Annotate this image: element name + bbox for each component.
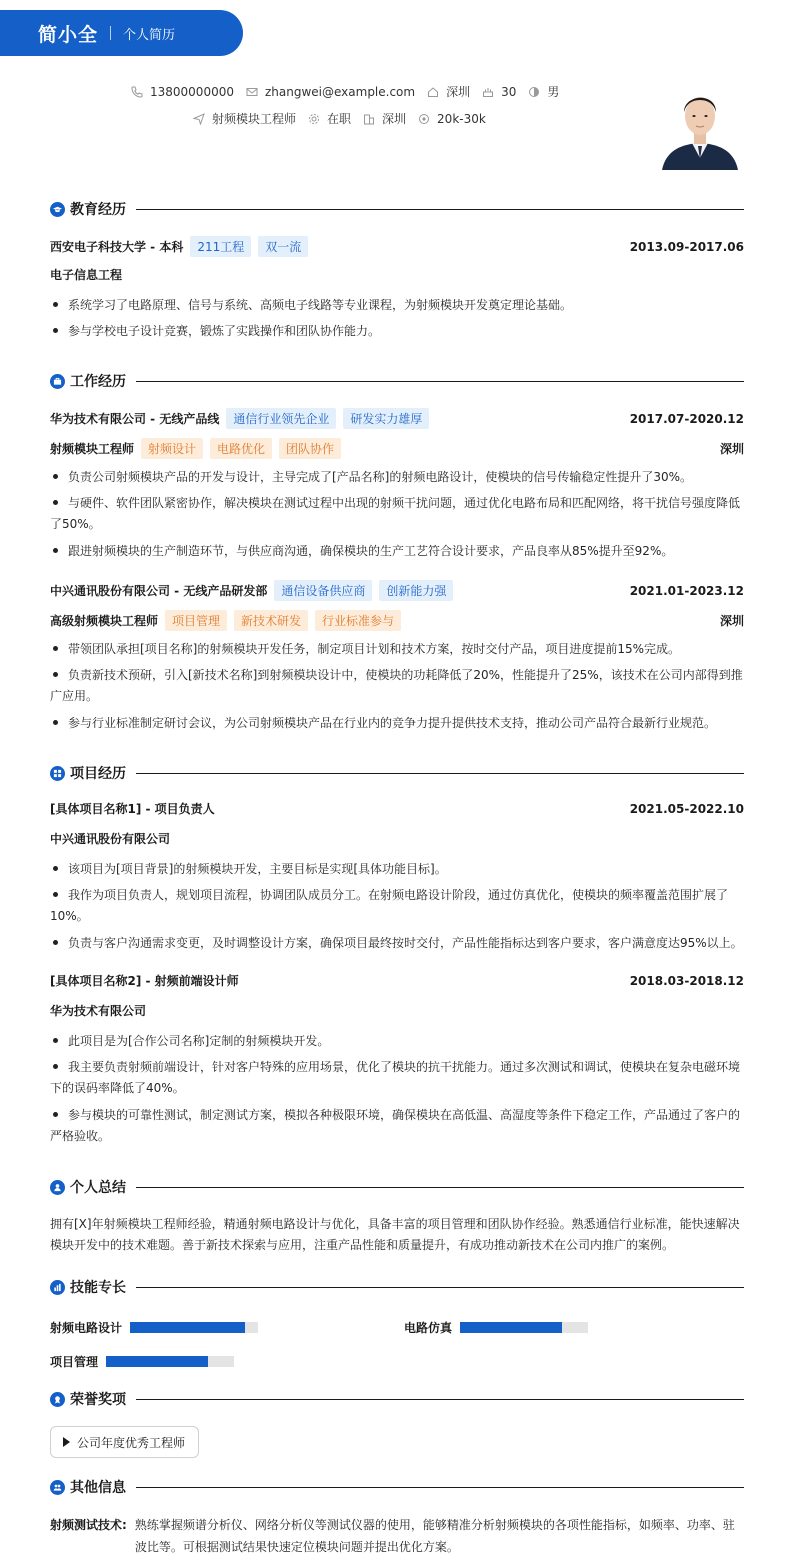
other-label: 射频测试技术: [50, 1518, 127, 1532]
role-tag: 行业标准参与 [315, 610, 401, 631]
project-header [50, 800, 744, 817]
list-item: 负责新技术预研，引入[新技术名称]到射频模块设计中，使模块的功耗降低了20%，性能提升了25%，该技术在公司内部得到推广应用。 [50, 668, 743, 703]
skill-bar [460, 1322, 588, 1333]
role-tag: 电路优化 [210, 438, 272, 459]
list-item: 跟进射频模块的生产制造环节，与供应商沟通，确保模块的生产工艺符合设计要求，产品良率从85%提升至92%。 [50, 541, 744, 562]
skill-item: 射频电路设计 [50, 1319, 258, 1336]
contact-gender: 男 [528, 83, 559, 100]
list-item: 带领团队承担[项目名称]的射频模块开发任务，制定项目计划和技术方案，按时交付产品，项目进度提前15%完成。 [50, 639, 744, 660]
work-city: 深圳 [719, 442, 744, 456]
briefcase-icon [50, 374, 65, 389]
building-icon [363, 113, 375, 125]
section-divider [136, 1399, 744, 1400]
send-icon [193, 113, 205, 125]
role-tag: 团队协作 [279, 438, 341, 459]
section-projects: 项目经历 [50, 763, 744, 783]
education-date: 2013.09-2017.06 [629, 239, 744, 254]
section-honors: 荣誉奖项 [50, 1389, 744, 1409]
section-education: 教育经历 [50, 199, 744, 219]
status-gear-icon [308, 113, 320, 125]
list-item: 系统学习了电路原理、信号与系统、高频电子线路等专业课程，为射频模块开发奠定理论基础。 [50, 295, 744, 316]
education-header [50, 236, 744, 257]
list-item: 与硬件、软件团队紧密协作，解决模块在测试过程中出现的射频干扰问题，通过优化电路布局和匹配网络，将干扰信号强度降低了50%。 [50, 496, 741, 531]
section-summary: 个人总结 [50, 1177, 744, 1197]
company-tag: 通信行业领先企业 [226, 408, 336, 429]
grid-icon [50, 766, 65, 781]
work-date: 2021.01-2023.12 [629, 583, 744, 598]
user-icon [50, 1180, 65, 1195]
skill-item: 电路仿真 [404, 1319, 588, 1336]
project-title: [具体项目名称2] - 射频前端设计师 [50, 974, 239, 988]
mail-icon [246, 86, 258, 98]
list-item: 我主要负责射频前端设计，针对客户特殊的应用场景，优化了模块的抗干扰能力。通过多次测试和调试，使模块在复杂电磁环境下的误码率降低了40%。 [50, 1060, 741, 1095]
section-other: 其他信息 [50, 1477, 744, 1497]
medal-icon [50, 1392, 65, 1407]
work-company-row [50, 408, 744, 429]
list-item: 负责公司射频模块产品的开发与设计，主导完成了[产品名称]的射频电路设计，使模块的信号传输稳定性提升了30%。 [50, 467, 744, 488]
people-icon [50, 1480, 65, 1495]
role-tag: 射频设计 [141, 438, 203, 459]
section-divider [136, 1287, 744, 1288]
project-date: 2018.03-2018.12 [629, 973, 744, 988]
contact-status: 在职 [308, 110, 351, 127]
list-item: 负责与客户沟通需求变更，及时调整设计方案，确保项目最终按时交付，产品性能指标达到客户要求，客户满意度达95%以上。 [50, 933, 744, 954]
home-icon [427, 86, 439, 98]
contact-row-1 [131, 83, 571, 100]
list-item: 参与行业标准制定研讨会议，为公司射频模块产品在行业内的竞争力提升提供技术支持，推动公司产品符合最新行业规范。 [50, 713, 744, 734]
section-divider [136, 209, 744, 210]
major: 电子信息工程 [50, 268, 123, 282]
summary-text: 拥有[X]年射频模块工程师经验，精通射频电路设计与优化，具备丰富的项目管理和团队协作经验。熟悉通信行业标准，能快速解决模块开发中的技术难题。善于新技术探索与应用，注重产品性能和质量提升，有成功推动新技术在公司内推广的案例。 [50, 1217, 740, 1252]
project-org: 中兴通讯股份有限公司 [50, 832, 171, 846]
gender-icon [528, 86, 540, 98]
contact-email: zhangwei@example.com [246, 85, 415, 99]
skill-bar-fill [460, 1322, 562, 1333]
list-item: 该项目为[项目背景]的射频模块开发，主要目标是实现[具体功能目标]。 [50, 859, 744, 880]
project-title: [具体项目名称1] - 项目负责人 [50, 802, 215, 816]
school-tag: 双一流 [258, 236, 308, 257]
list-item: 参与学校电子设计竞赛，锻炼了实践操作和团队协作能力。 [50, 321, 744, 342]
section-work: 工作经历 [50, 371, 744, 391]
salary-icon [418, 113, 430, 125]
role-tag: 项目管理 [165, 610, 227, 631]
company-name: 华为技术有限公司 - 无线产品线 [50, 412, 220, 426]
section-divider [136, 1187, 744, 1188]
list-item: 参与模块的可靠性测试，制定测试方案，模拟各种极限环境，确保模块在高低温、高湿度等条件下稳定工作，产品通过了客户的严格验收。 [50, 1108, 741, 1143]
contact-salary: 20k-30k [418, 112, 486, 126]
work-role-row [50, 610, 744, 631]
brand-banner [0, 10, 243, 56]
other-info-row [50, 1514, 744, 1558]
phone-icon [131, 86, 143, 98]
skill-bar [106, 1356, 234, 1367]
contact-position: 射频模块工程师 [193, 110, 296, 127]
education-major-row [50, 266, 744, 283]
school-tag: 211工程 [190, 236, 251, 257]
skill-item: 项目管理 [50, 1353, 234, 1370]
brand-divider [110, 26, 111, 40]
role-tag: 新技术研发 [234, 610, 308, 631]
contact-target-city: 深圳 [363, 110, 406, 127]
brand-name: 简小全 [38, 23, 99, 46]
company-tag: 通信设备供应商 [274, 580, 372, 601]
company-name: 中兴通讯股份有限公司 - 无线产品研发部 [50, 584, 268, 598]
project-org-row [50, 830, 744, 847]
brand-subtitle: 个人简历 [123, 27, 176, 43]
school-name: 西安电子科技大学 - 本科 [50, 240, 184, 254]
work-city: 深圳 [719, 614, 744, 628]
play-triangle-icon [63, 1437, 70, 1447]
honor-item[interactable]: 公司年度优秀工程师 [50, 1426, 199, 1458]
section-divider [136, 773, 744, 774]
section-divider [136, 381, 744, 382]
list-item: 此项目是为[合作公司名称]定制的射频模块开发。 [50, 1031, 744, 1052]
project-org: 华为技术有限公司 [50, 1004, 147, 1018]
work-role-row [50, 438, 744, 459]
skill-bar-fill [130, 1322, 245, 1333]
bar-chart-icon [50, 1280, 65, 1295]
project-header [50, 972, 744, 989]
role-name: 射频模块工程师 [50, 442, 135, 456]
graduation-cap-icon [50, 202, 65, 217]
contact-age: 30 [482, 85, 516, 99]
skill-bar [130, 1322, 258, 1333]
project-date: 2021.05-2022.10 [629, 801, 744, 816]
list-item: 我作为项目负责人，规划项目流程，协调团队成员分工。在射频电路设计阶段，通过仿真优化，使模块的频率覆盖范围扩展了10%。 [50, 888, 729, 923]
section-divider [136, 1487, 744, 1488]
work-company-row [50, 580, 744, 601]
skill-bar-fill [106, 1356, 208, 1367]
contact-phone: 13800000000 [131, 85, 234, 99]
cake-icon [482, 86, 494, 98]
role-name: 高级射频模块工程师 [50, 614, 159, 628]
company-tag: 研发实力雄厚 [343, 408, 429, 429]
company-tag: 创新能力强 [379, 580, 453, 601]
other-text: 熟练掌握频谱分析仪、网络分析仪等测试仪器的使用，能够精准分析射频模块的各项性能指标，如频率、功率、驻波比等。可根据测试结果快速定位模块问题并提出优化方案。 [134, 1518, 735, 1554]
project-org-row [50, 1002, 744, 1019]
profile-photo [658, 80, 742, 170]
section-skills: 技能专长 [50, 1277, 744, 1297]
contact-row-2 [193, 110, 498, 127]
work-date: 2017.07-2020.12 [629, 411, 744, 426]
contact-location: 深圳 [427, 83, 470, 100]
